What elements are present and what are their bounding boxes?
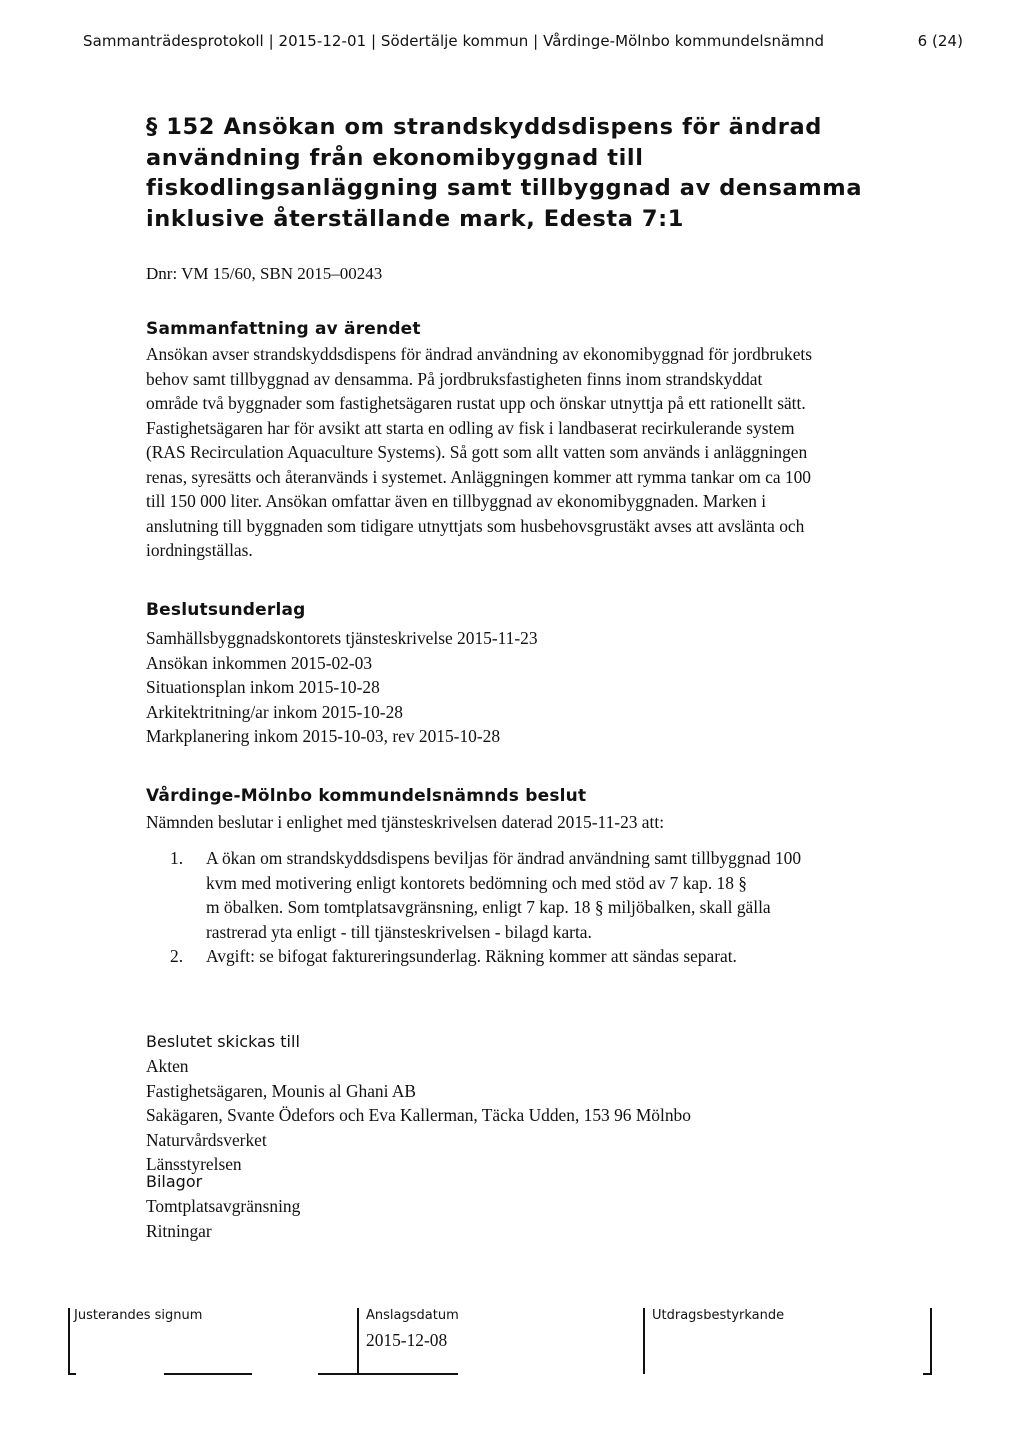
decision-item-text — [206, 846, 801, 944]
page-number: 6 (24) — [917, 32, 963, 50]
decision-list — [170, 846, 940, 969]
page-header — [83, 32, 963, 50]
signature-label: Justerandes signum — [74, 1308, 203, 1323]
summary-line: anslutning till byggnaden som tidigare utnyttjats som husbehovsgrustäkt avses att avslänta och — [146, 515, 805, 536]
recipient: Länsstyrelsen — [146, 1154, 242, 1174]
footer-divider — [68, 1373, 76, 1375]
extract-cell — [644, 1300, 934, 1372]
title-line: användning från ekonomibyggnad till — [146, 144, 644, 171]
basis-list — [146, 626, 538, 749]
posting-date-value: 2015-12-08 — [366, 1330, 448, 1350]
attachment-item: Tomtplatsavgränsning — [146, 1196, 301, 1216]
summary-paragraph — [146, 342, 938, 563]
attachment-item: Ritningar — [146, 1220, 212, 1241]
recipient: Akten — [146, 1056, 189, 1076]
decision-item — [170, 944, 940, 969]
summary-line: (RAS Recirculation Aquaculture Systems). Så gott som allt vatten som används i anläggningen — [146, 442, 808, 462]
decision-item-number: 2. — [170, 946, 184, 966]
footer-divider — [164, 1373, 252, 1375]
posting-date-cell — [358, 1300, 644, 1372]
recipient: Fastighetsägaren, Mounis al Ghani AB — [146, 1080, 417, 1101]
decision-line: Avgift: se bifogat faktureringsunderlag. Räkning kommer att sändas separat. — [206, 946, 737, 966]
basis-item: Situationsplan inkom 2015-10-28 — [146, 677, 380, 697]
extract-label: Utdragsbestyrkande — [652, 1308, 785, 1323]
decision-item-number: 1. — [170, 848, 184, 868]
decision-item-text — [206, 944, 737, 969]
footer-divider — [923, 1373, 932, 1375]
recipient: Naturvårdsverket — [146, 1129, 267, 1150]
summary-line: iordningställas. — [146, 540, 253, 560]
basis-item: Ansökan inkommen 2015-02-03 — [146, 652, 373, 673]
decision-line: rastrerad yta enligt - till tjänsteskrivelsen - bilagd karta. — [206, 921, 592, 942]
header-meta: Sammanträdesprotokoll | 2015-12-01 | Södertälje kommun | Vårdinge-Mölnbo kommundelsnämnd — [83, 32, 825, 50]
sent-list — [146, 1054, 691, 1177]
summary-line: Ansökan avser strandskyddsdispens för ändrad användning av ekonomibyggnad för jordbrukets — [146, 344, 813, 364]
decision-line: m öbalken. Som tomtplatsavgränsning, enligt 7 kap. 18 § miljöbalken, skall gälla — [206, 897, 771, 917]
title-line: inklusive återställande mark, Edesta 7:1 — [146, 205, 685, 232]
decision-line: A ökan om strandskyddsdispens beviljas för ändrad användning samt tillbyggnad 100 — [206, 848, 802, 868]
decision-intro — [146, 810, 664, 835]
summary-line: till 150 000 liter. Ansökan omfattar även en tillbyggnad av ekonomibyggnaden. Marken i — [146, 491, 767, 511]
decision-intro-text: Nämnden beslutar i enlighet med tjänsteskrivelsen daterad 2015-11-23 att: — [146, 812, 665, 832]
decision-item — [170, 846, 940, 944]
basis-item: Samhällsbyggnadskontorets tjänsteskrivelse 2015-11-23 — [146, 628, 538, 648]
section-title — [146, 112, 926, 234]
posting-date-label: Anslagsdatum — [366, 1308, 459, 1323]
summary-heading: Sammanfattning av ärendet — [146, 319, 421, 339]
signature-footer — [68, 1300, 934, 1380]
footer-divider — [930, 1308, 932, 1374]
sent-heading: Beslutet skickas till — [146, 1032, 300, 1051]
case-number: Dnr: VM 15/60, SBN 2015–00243 — [146, 264, 383, 283]
attachments-list — [146, 1194, 300, 1243]
decision-heading: Vårdinge-Mölnbo kommundelsnämnds beslut — [146, 786, 587, 806]
decision-line: kvm med motivering enligt kontorets bedömning och med stöd av 7 kap. 18 § — [206, 872, 747, 893]
attachments-heading: Bilagor — [146, 1172, 203, 1191]
basis-heading: Beslutsunderlag — [146, 600, 306, 620]
summary-line: behov samt tillbyggnad av densamma. På jordbruksfastigheten finns inom strandskyddat — [146, 368, 763, 389]
basis-item: Markplanering inkom 2015-10-03, rev 2015-10-28 — [146, 726, 501, 746]
summary-line: område två byggnader som fastighetsägaren rustat upp och önskar utnyttja på ett rationellt sätt. — [146, 393, 806, 413]
basis-item: Arkitektritning/ar inkom 2015-10-28 — [146, 701, 403, 722]
signature-cell — [68, 1300, 358, 1372]
footer-divider — [318, 1373, 458, 1375]
recipient: Sakägaren, Svante Ödefors och Eva Kallerman, Täcka Udden, 153 96 Mölnbo — [146, 1105, 691, 1125]
summary-line: Fastighetsägaren har för avsikt att starta en odling av fisk i landbaserat recirkulerande system — [146, 417, 795, 438]
summary-line: renas, syresätts och återanvänds i systemet. Anläggningen kommer att rymma tankar om ca 100 — [146, 466, 812, 487]
title-line: fiskodlingsanläggning samt tillbyggnad av densamma — [146, 175, 863, 201]
title-line: § 152 Ansökan om strandskyddsdispens för ändrad — [146, 114, 822, 140]
